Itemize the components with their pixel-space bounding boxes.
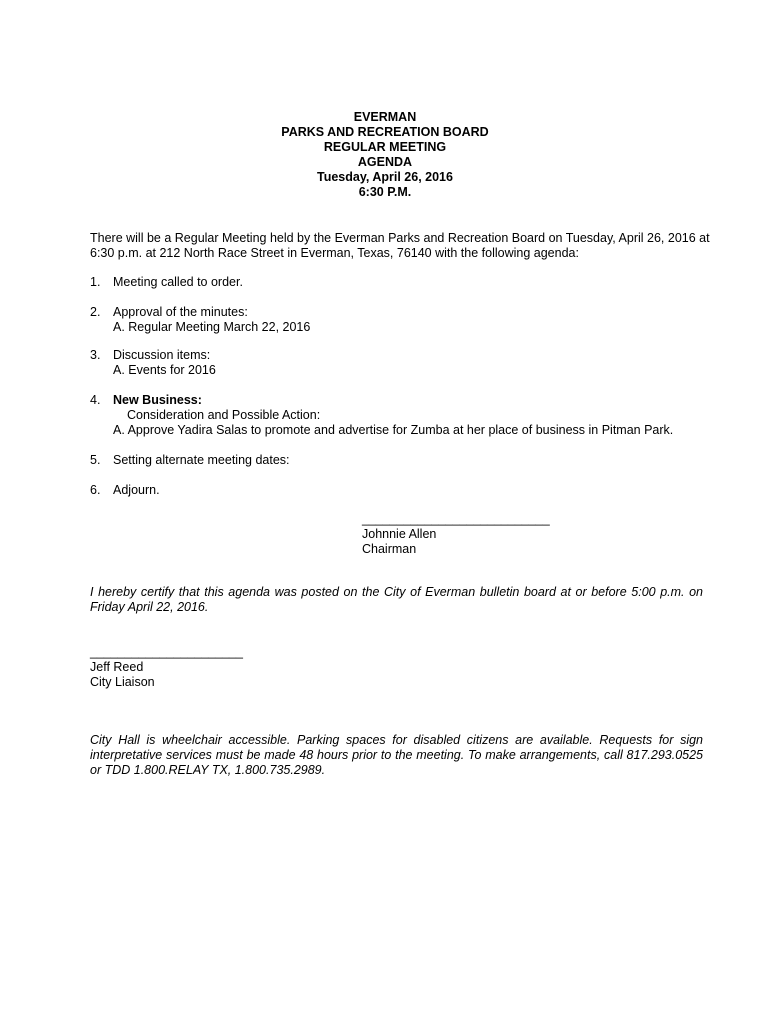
item-number: 6. — [90, 483, 101, 497]
header-agenda: AGENDA — [357, 155, 413, 169]
item-number: 3. — [90, 348, 101, 362]
item-text: Setting alternate meeting dates: — [113, 453, 290, 467]
item-number: 1. — [90, 275, 101, 289]
agenda-item-6 — [90, 483, 710, 498]
item-subitem: A. Regular Meeting March 22, 2016 — [113, 320, 311, 334]
item-number: 4. — [90, 393, 101, 407]
liaison-title: City Liaison — [90, 675, 155, 689]
item-subitem: A. Events for 2016 — [113, 363, 216, 377]
liaison-name: Jeff Reed — [90, 660, 144, 674]
item-subitem-heading: Consideration and Possible Action: — [127, 408, 321, 422]
item-number: 5. — [90, 453, 101, 467]
item-text: Approval of the minutes: — [113, 305, 248, 319]
intro-paragraph: There will be a Regular Meeting held by the Everman Parks and Recreation Board on Tuesday, April 26, 2016 at 6:30 p.m. at 212 North Race Street in Everman, Texas, 76140 with the following agenda: — [90, 231, 710, 260]
agenda-item-5 — [90, 453, 710, 468]
agenda-item-3 — [90, 348, 710, 378]
agenda-item-1 — [90, 275, 710, 290]
header-time: 6:30 P.M. — [358, 185, 412, 199]
certification-statement: I hereby certify that this agenda was posted on the City of Everman bulletin board at or before 5:00 p.m. on Friday April 22, 2016. — [90, 585, 703, 614]
chairman-title: Chairman — [362, 542, 417, 556]
signature-line: ___________________________ — [362, 512, 550, 526]
item-text: Meeting called to order. — [113, 275, 243, 289]
header-meeting-type: REGULAR MEETING — [323, 140, 447, 154]
header-date: Tuesday, April 26, 2016 — [317, 170, 453, 184]
item-subitem: A. Approve Yadira Salas to promote and advertise for Zumba at her place of business in Pitman Park. — [113, 423, 674, 437]
chairman-name: Johnnie Allen — [362, 527, 437, 541]
header-city: EVERMAN — [353, 110, 417, 124]
item-text: Discussion items: — [113, 348, 211, 362]
item-text: Adjourn. — [113, 483, 160, 497]
signature-line: ______________________ — [90, 645, 243, 659]
accessibility-notice: City Hall is wheelchair accessible. Parking spaces for disabled citizens are available. Requests for sign interpretative services must be made 48 hours prior to the meeting. To make arrangements, call 817.293.0525 or TDD 1.800.RELAY TX, 1.800.735.2989. — [90, 733, 703, 777]
agenda-item-4 — [90, 393, 710, 438]
item-text: New Business: — [113, 393, 202, 407]
agenda-item-2 — [90, 305, 710, 335]
chairman-signature-block — [362, 512, 662, 557]
header-board: PARKS AND RECREATION BOARD — [281, 125, 489, 139]
liaison-signature-block — [90, 645, 390, 690]
item-number: 2. — [90, 305, 101, 319]
agenda-header — [0, 110, 770, 200]
